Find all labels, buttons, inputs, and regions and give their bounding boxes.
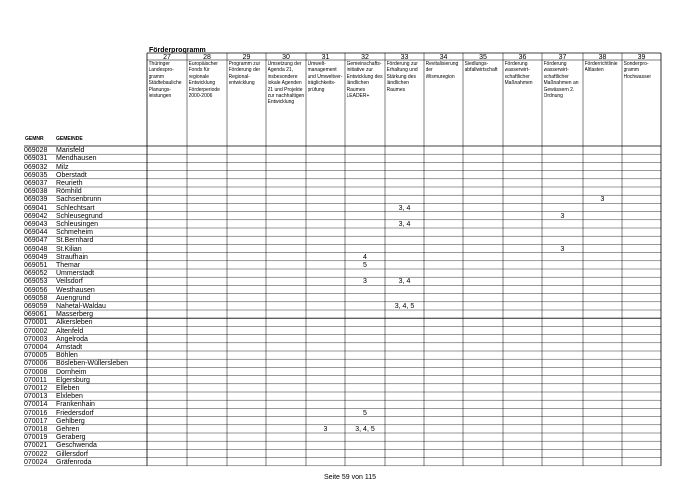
program-cell: 3 — [600, 196, 605, 204]
gemnr-cell: 069049 — [24, 253, 48, 261]
program-description: Förderung wasserwirt-schaftlicher Maßnahmen an Gewässern 2. Ordnung — [543, 61, 579, 100]
gemeinde-cell: Themar — [56, 261, 81, 269]
program-cell: 3 — [363, 278, 367, 286]
gemeinde-cell: Altenfeld — [56, 327, 84, 335]
gemnr-header: GEMNR — [25, 136, 44, 142]
gemeinde-cell: Geschwenda — [56, 442, 97, 450]
gemeinde-cell: Straufhain — [56, 253, 88, 261]
gemnr-cell: 070003 — [24, 335, 48, 343]
gemeinde-cell: Milz — [56, 163, 69, 171]
gemeinde-cell: Gehlberg — [56, 417, 85, 425]
program-number: 39 — [637, 53, 646, 61]
program-description: Förderung wasserwirt-schaftlicher Maßnahmen — [504, 61, 533, 87]
program-description: Thüringer Landespro-gramm Städtebauliche Planungs-leistungen — [148, 61, 182, 100]
gemeinde-cell: Dornheim — [56, 368, 87, 376]
program-number: 27 — [163, 53, 171, 61]
gemnr-cell: 070019 — [24, 434, 48, 442]
gemeinde-cell: Böhlen — [56, 352, 78, 360]
gemnr-cell: 069048 — [24, 245, 48, 253]
program-number: 35 — [479, 53, 487, 61]
gemnr-cell: 070014 — [24, 401, 48, 409]
gemeinde-cell: Mendhausen — [56, 155, 97, 163]
program-number: 31 — [321, 53, 330, 61]
group-title: Förderprogramm — [149, 47, 206, 54]
program-cell: 3 — [560, 245, 565, 253]
program-cell: 5 — [363, 261, 367, 269]
gemnr-cell: 069051 — [24, 261, 48, 269]
program-description: Sonderpro-gramm Hochwasser — [623, 61, 652, 80]
gemeinde-cell: Schleusingen — [56, 220, 99, 228]
gemeinde-cell: Bösleben-Wüllersleben — [56, 360, 128, 368]
gemeinde-cell: Alkersleben — [56, 319, 93, 327]
gemeinde-cell: Ummerstadt — [56, 270, 95, 278]
program-number: 30 — [282, 53, 290, 61]
gemnr-cell: 070005 — [24, 352, 48, 360]
gemnr-cell: 070001 — [24, 319, 48, 327]
program-description: Förderrichtlinie Altlasten — [584, 61, 618, 74]
program-cell: 4 — [363, 253, 367, 261]
program-cell: 5 — [363, 409, 367, 417]
program-number: 36 — [518, 53, 527, 61]
gemeinde-cell: Marisfeld — [56, 147, 85, 155]
gemeinde-cell: Frankenhain — [56, 401, 95, 409]
gemnr-cell: 069052 — [24, 270, 48, 278]
page-footer: Seite 59 von 115 — [323, 474, 377, 481]
gemnr-cell: 070004 — [24, 343, 48, 351]
gemeinde-cell: Oberstadt — [56, 171, 87, 179]
gemeinde-cell: Elxleben — [56, 393, 83, 401]
gemnr-cell: 069031 — [24, 155, 48, 163]
gemeinde-cell: Gehren — [56, 425, 80, 433]
program-number: 34 — [439, 53, 448, 61]
program-cell: 3, 4 — [398, 220, 411, 228]
gemeinde-cell: Westhausen — [56, 286, 95, 294]
gemeinde-header: GEMEINDE — [56, 136, 83, 142]
gemeinde-cell: Schleusegrund — [56, 212, 103, 220]
gemnr-cell: 070016 — [24, 409, 48, 417]
program-cell: 3 — [560, 212, 565, 220]
gemeinde-cell: Schlechtsart — [56, 204, 95, 212]
program-description: Förderung zur Erhaltung und Stärkung des ländlichen Raumes — [386, 61, 418, 93]
gemnr-cell: 070013 — [24, 393, 48, 401]
gemnr-cell: 070011 — [24, 376, 47, 384]
gemnr-cell: 069058 — [24, 294, 48, 302]
gemeinde-cell: Schmeheim — [56, 229, 93, 237]
program-description: Programm zur Förderung der Regional-entwicklung — [228, 61, 261, 87]
program-number: 28 — [203, 53, 211, 61]
gemnr-cell: 069037 — [24, 179, 48, 187]
gemnr-cell: 069047 — [24, 237, 48, 245]
program-description: Umwelt-management und Umweltver-träglichkeits-prüfung — [307, 61, 343, 93]
gemnr-cell: 070006 — [24, 360, 48, 368]
gemeinde-cell: Gräfenroda — [56, 458, 92, 466]
gemeinde-cell: Geraberg — [56, 434, 86, 442]
gemeinde-cell: Sachsenbrunn — [56, 196, 102, 204]
gemnr-cell: 069044 — [24, 229, 48, 237]
gemeinde-cell: Arnstadt — [56, 343, 83, 351]
gemnr-cell: 070021 — [24, 442, 48, 450]
gemnr-cell: 069032 — [24, 163, 48, 171]
gemnr-cell: 069056 — [24, 286, 48, 294]
gemeinde-cell: St.Bernhard — [56, 237, 94, 245]
program-cell: 3, 4 — [398, 278, 411, 286]
gemeinde-cell: Auengrund — [56, 294, 91, 302]
program-cell: 3, 4 — [398, 204, 411, 212]
gemeinde-cell: Angelroda — [56, 335, 88, 343]
program-number: 38 — [598, 53, 607, 61]
gemnr-cell: 069035 — [24, 171, 48, 179]
program-cell: 3, 4, 5 — [394, 302, 415, 310]
gemnr-cell: 069059 — [24, 302, 48, 310]
gemnr-cell: 069041 — [24, 204, 48, 212]
program-description: Siedlungs-abfallwirtschaft — [464, 61, 498, 74]
gemnr-cell: 069038 — [24, 188, 48, 196]
gemnr-cell: 070024 — [24, 458, 48, 466]
gemnr-cell: 069039 — [24, 196, 48, 204]
program-number: 33 — [400, 53, 409, 61]
program-number: 29 — [242, 53, 251, 61]
gemnr-cell: 069053 — [24, 278, 48, 286]
gemeinde-cell: Gillersdorf — [56, 450, 88, 458]
program-description: Umsetzung der Agenda 21, insbesondere lokale Agenden 21 und Projekte zur nachhaltigen Entwicklung — [267, 61, 305, 106]
gemeinde-cell: Nahetal-Waldau — [56, 302, 106, 310]
program-number: 37 — [558, 53, 567, 61]
program-number: 32 — [361, 53, 369, 61]
gemeinde-cell: Reurieth — [56, 179, 83, 187]
gemeinde-cell: Veilsdorf — [56, 278, 83, 286]
gemeinde-cell: Masserberg — [56, 311, 93, 319]
gemnr-cell: 070018 — [24, 425, 48, 433]
program-cell: 3 — [323, 425, 328, 433]
gemnr-cell: 069043 — [24, 220, 48, 228]
program-description: Europäischer Fonds für regionale Entwicklung Förderperiode 2000-2006 — [188, 61, 220, 100]
gemnr-cell: 069042 — [24, 212, 48, 220]
program-cell: 3, 4, 5 — [355, 425, 375, 433]
gemnr-cell: 070017 — [24, 417, 48, 425]
program-description: Revitalisierung der Wismuregion — [425, 61, 459, 80]
gemnr-cell: 070002 — [24, 327, 48, 335]
gemnr-cell: 070012 — [24, 384, 48, 392]
gemeinde-cell: Römhild — [56, 188, 82, 196]
gemeinde-cell: Elgersburg — [56, 376, 90, 384]
gemnr-cell: 069061 — [24, 311, 48, 319]
gemeinde-cell: Friedersdorf — [56, 409, 94, 417]
gemeinde-cell: St.Kilian — [56, 245, 82, 253]
gemnr-cell: 070008 — [24, 368, 48, 376]
gemnr-cell: 070022 — [24, 450, 48, 458]
program-description: Gemeinschafts-initiative zur Entwicklung des ländlichen Raumes LEADER+ — [346, 61, 383, 100]
gemeinde-cell: Elleben — [56, 384, 80, 392]
gemnr-cell: 069028 — [24, 147, 48, 155]
